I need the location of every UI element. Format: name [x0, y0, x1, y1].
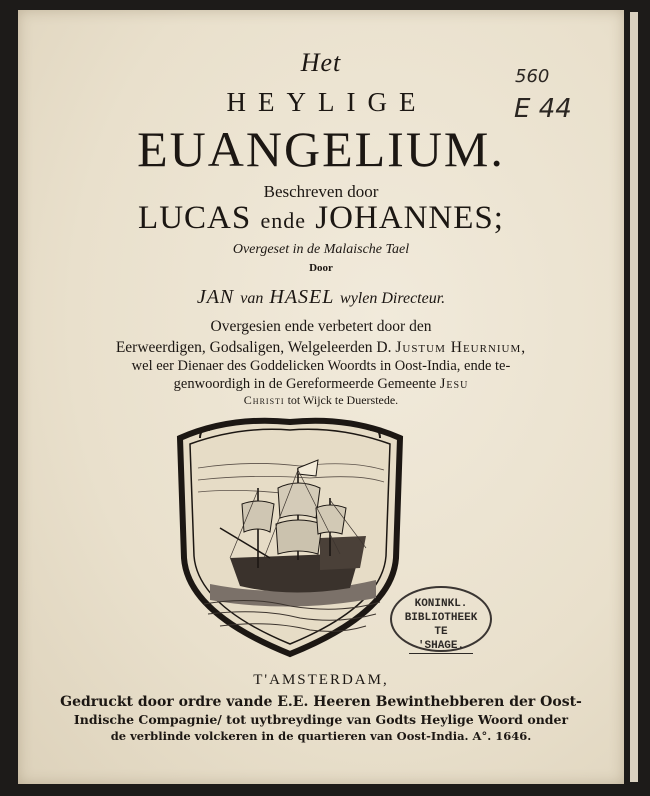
stamp-line-3: TE 'SHAGE.: [409, 625, 473, 654]
translation-note: Overgeset in de Malaische Tael: [232, 242, 410, 257]
body-line-5-christi: Christi: [243, 393, 285, 407]
stamp-line-2: BIBLIOTHEEK: [404, 612, 478, 624]
body-line-5: [18, 393, 624, 408]
imprint-line-3: de verblinde volckeren in de quartieren van Oost-India. A°. 1646.: [110, 729, 532, 743]
imprint-line-2: Indische Compagnie/ tot uytbreydinge van Godts Heylige Woord onder: [73, 712, 569, 727]
body-line-3: wel eer Dienaer des Goddelicken Woordts in Oost-India, ende te-: [131, 358, 511, 374]
title-het: Het: [300, 48, 342, 77]
body-line-4-jesu: Jesu: [439, 376, 469, 392]
author-ende: ende: [260, 208, 307, 233]
handwritten-shelfmark: E 44: [514, 94, 572, 124]
imprint-line-1: Gedruckt door ordre vande E.E. Heeren Bewinthebberen der Oost-: [60, 694, 582, 710]
handwritten-number: 560: [515, 66, 550, 87]
body-line-2-a: Eerweerdigen, Godsaligen, Welgeleerden D.: [115, 339, 392, 356]
body-line-5-b: tot Wijck te Duerstede.: [287, 393, 399, 407]
body-line-2-name: Justum Heurnium,: [395, 339, 527, 356]
author-johannes: JOHANNES;: [315, 200, 504, 236]
translator-name: [18, 286, 624, 309]
body-line-4-a: genwoordigh in de Gereformeerde Gemeente: [173, 376, 437, 392]
page-edge: [630, 12, 638, 782]
stamp-line-1: KONINKL.: [414, 598, 468, 610]
translator-van: van: [240, 290, 264, 307]
title-euangelium: EUANGELIUM.: [137, 121, 505, 177]
imprint-place: T'AMSTERDAM,: [253, 672, 389, 688]
body-line-1: Overgesien ende verbetert door den: [210, 318, 432, 335]
subtitle-beschreven: Beschreven door: [263, 182, 379, 201]
title-authors: [18, 200, 624, 237]
body-line-2: [18, 339, 624, 357]
title-heylige: HEYLIGE: [226, 87, 428, 117]
translator-last: HASEL: [269, 286, 335, 308]
library-stamp: [390, 586, 492, 652]
translator-first: JAN: [196, 286, 235, 308]
ship-shield-emblem-icon: [170, 408, 410, 658]
author-lucas: LUCAS: [138, 200, 252, 236]
door-label: Door: [309, 262, 333, 274]
translator-title: wylen Directeur.: [340, 290, 446, 307]
title-page: [18, 10, 624, 784]
body-line-4: [18, 376, 624, 393]
